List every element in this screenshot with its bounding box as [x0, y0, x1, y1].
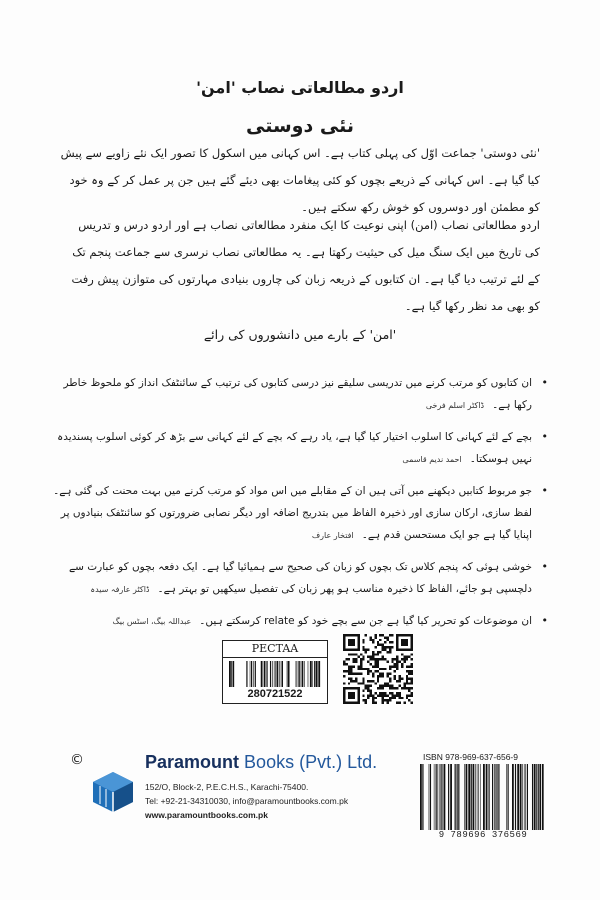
intro-paragraph: 'نئی دوستی' جماعت اوّل کی پہلی کتاب ہے۔ اس کہانی میں اسکول کا تصور ایک نئے زاویے سے پیش کیا گیا ہے۔ اس کہانی کے ذریعے بچوں کو کئی پیغامات بھی دیئے گئے ہیں جن پر عمل کر کے وہ خود کو مطمئن اور دوسروں کو خوش رکھ سکتے ہیں۔ — [60, 146, 540, 214]
isbn-label: ISBN 978-969-637-656-9 — [423, 752, 518, 762]
pectaa-number: 280721522 — [247, 688, 303, 700]
pectaa-label: PECTAA — [223, 641, 327, 658]
publisher-name-bold: Paramount — [145, 752, 240, 772]
pectaa-sticker — [222, 640, 328, 704]
opinion-author: عبداللہ بیگ، اسٹس بیگ — [112, 617, 192, 626]
pectaa-barcode — [229, 661, 321, 687]
opinions-list — [50, 372, 550, 642]
opinion-text: بچے کے لئے کہانی کا اسلوب اختیار کیا گیا ہے، یاد رہے کہ بچے کے لئے کہانی سے بڑھ کر کوئی اسلوب پسندیدہ نہیں ہوسکتا۔ — [57, 431, 532, 465]
publisher-address: 152/O, Block-2, P.E.C.H.S., Karachi-75400. — [145, 782, 309, 792]
series-title: اردو مطالعاتی نصاب 'امن' — [196, 78, 404, 97]
opinion-author: احمد ندیم قاسمی — [402, 455, 462, 464]
publisher-website[interactable]: www.paramountbooks.com.pk — [145, 810, 268, 820]
opinion-author: ڈاکٹر اسلم فرخی — [425, 401, 485, 410]
isbn-barcode — [420, 764, 546, 830]
opinion-item — [50, 426, 550, 471]
opinion-text: جو مربوط کتابیں دیکھنے میں آتی ہیں ان کے مقابلے میں اس مواد کو مرتب کرنے میں بہت محنت کی گئی ہے۔ لفظ سازی، ارکان سازی اور ذخیرہ الفاظ میں بتدریج اضافہ اور دیگر نصابی ضرورتوں کو سائنٹفک بنیادوں پر اپنایا گیا ہے جو ایک مستحسن قدم ہے۔ — [53, 485, 532, 541]
opinion-author: افتخار عارف — [311, 531, 354, 540]
isbn-number: 9 789696 376569 — [438, 830, 528, 840]
intro-paragraph: اردو مطالعاتی نصاب (امن) اپنی نوعیت کا ایک منفرد مطالعاتی نصاب ہے اور اردو درس و تدریس کی تاریخ میں ایک سنگ میل کی حیثیت رکھتا ہے۔ یہ مطالعاتی نصاب نرسری سے جماعت پنجم تک کے لئے ترتیب دیا گیا ہے۔ ان کتابوں کے ذریعہ زبان کی چاروں بنیادی مہارتوں کی متوازن پیش رفت کو بھی مد نظر رکھا گیا ہے۔ — [71, 218, 540, 313]
opinion-author: ڈاکٹر عارفہ سیدہ — [90, 585, 150, 594]
bullet-icon: • — [541, 376, 548, 389]
publisher-name — [145, 752, 377, 773]
book-title: نئی دوستی — [246, 115, 354, 137]
opinions-heading: 'امن' کے بارے میں دانشوروں کی رائے — [203, 327, 397, 342]
opinion-item — [50, 556, 550, 601]
publisher-name-rest: Books (Pvt.) Ltd. — [244, 752, 378, 772]
opinion-text: ان موضوعات کو تحریر کیا گیا ہے جن سے بچے خود کو relate کرسکتے ہیں۔ — [199, 615, 532, 627]
opinion-item — [50, 372, 550, 417]
opinion-text: خوشی ہوئی کہ پنجم کلاس تک بچوں کو زبان کی صحیح سے ہمیائیا گیا ہے۔ ایک دفعہ بچوں کو عبارت سے دلچسپی ہو جائے، الفاظ کا ذخیرہ مناسب ہو پھر زبان کی تفصیل سیکھیں تو بہتر ہے۔ — [68, 561, 532, 595]
paramount-logo-icon — [88, 766, 138, 816]
qr-code[interactable] — [343, 634, 413, 704]
opinion-text: ان کتابوں کو مرتب کرنے میں تدریسی سلیقے نیز درسی کتابوں کی ترتیب کے سائنٹفک انداز کو ملحوظ خاطر رکھا ہے۔ — [63, 377, 532, 411]
opinion-item — [50, 480, 550, 547]
bullet-icon: • — [541, 560, 548, 573]
bullet-icon: • — [541, 614, 548, 627]
opinion-item — [50, 610, 550, 633]
bullet-icon: • — [541, 430, 548, 443]
copyright-symbol: © — [70, 752, 84, 768]
publisher-contact[interactable]: Tel: +92-21-34310030, info@paramountbooks.com.pk — [145, 796, 349, 806]
bullet-icon: • — [541, 484, 548, 497]
